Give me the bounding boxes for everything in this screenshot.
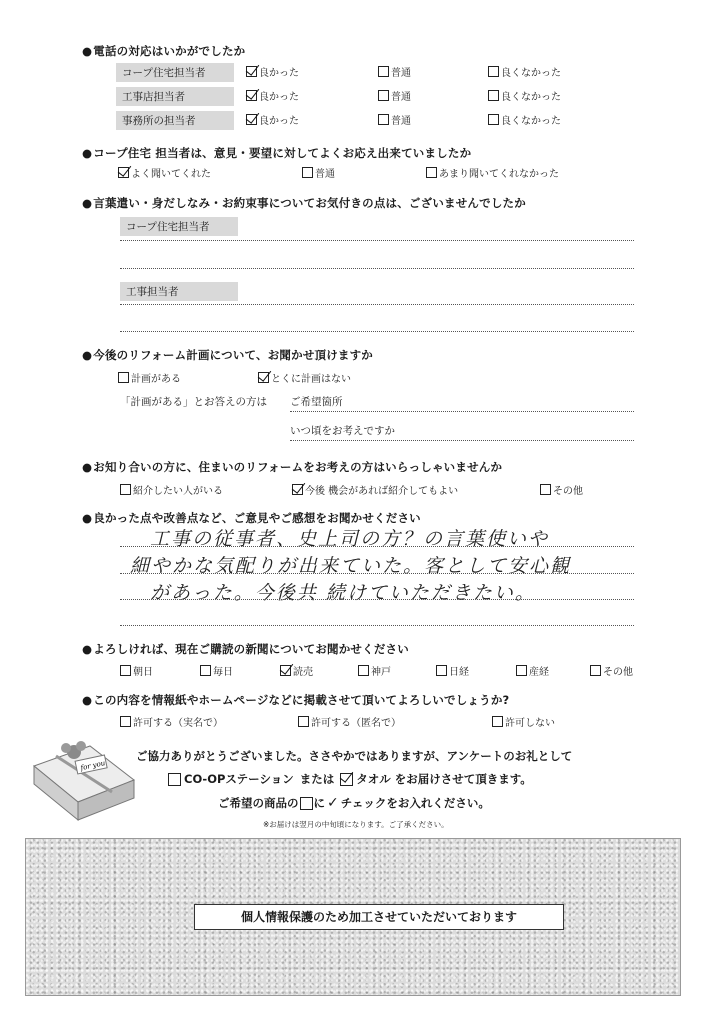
q5-title: ● お知り合いの方に、住まいのリフォームをお考えの方はいらっしゃいませんか — [82, 459, 502, 475]
q5-option-maybe[interactable]: 今後 機会があれば紹介してもよい — [292, 482, 458, 497]
checkbox-icon — [246, 114, 257, 125]
q1-row3-label: 事務所の担当者 — [116, 111, 234, 130]
q3-title: ● 言葉遣い・身だしなみ・お約束事についてお気付きの点は、ございませんでしたか — [82, 195, 526, 211]
handwritten-line-3: があった。今後共 続けていただきたい。 — [150, 582, 536, 604]
q4-sub-prompt: 「計画がある」とお答えの方は — [120, 396, 267, 408]
checkbox-icon — [258, 372, 269, 383]
checkbox-icon — [540, 484, 551, 495]
q1-row1-good[interactable]: 良かった — [246, 64, 299, 79]
q4-sub-place: ご希望箇所 — [290, 396, 343, 408]
q4-option-plan[interactable]: 計画がある — [118, 370, 181, 385]
gift-option2-checkbox[interactable] — [340, 773, 353, 786]
checkbox-icon — [120, 665, 131, 676]
checkbox-icon — [118, 167, 129, 178]
q5-option-introduce[interactable]: 紹介したい人がいる — [120, 482, 223, 497]
q1-row2-good[interactable]: 良かった — [246, 88, 299, 103]
q7-option-asahi[interactable]: 朝日 — [120, 663, 153, 678]
checkbox-icon — [492, 716, 503, 727]
checkbox-icon — [292, 484, 303, 495]
q7-option-other[interactable]: その他 — [590, 663, 633, 678]
q6-title: ● 良かった点や改善点など、ご意見やご感想をお聞かせください — [82, 510, 421, 526]
checkbox-icon — [590, 665, 601, 676]
check-mark-icon: ✓ — [327, 795, 339, 811]
q7-option-kobe[interactable]: 神戸 — [358, 663, 391, 678]
gift-option1-label: CO-OPステーション — [184, 772, 294, 786]
q8-option-anonymous[interactable]: 許可する（匿名で） — [298, 714, 401, 729]
q3-line-1 — [120, 240, 634, 241]
q3-label-coop: コープ住宅担当者 — [120, 217, 238, 236]
checkbox-icon — [488, 66, 499, 77]
privacy-masked-area — [25, 838, 681, 996]
q3-line-3 — [120, 304, 634, 305]
q8-option-real-name[interactable]: 許可する（実名で） — [120, 714, 223, 729]
q3-line-4 — [120, 331, 634, 332]
checkbox-icon — [246, 66, 257, 77]
q7-option-yomiuri[interactable]: 読売 — [280, 663, 313, 678]
q1-row3-good[interactable]: 良かった — [246, 112, 299, 127]
gift-option1-checkbox[interactable] — [168, 773, 181, 786]
checkbox-icon — [246, 90, 257, 101]
handwritten-line-1: 工事の従事者、史上司の方？の言葉使いや — [150, 528, 550, 550]
q1-row1-normal[interactable]: 普通 — [378, 64, 411, 79]
q1-row2-label: 工事店担当者 — [116, 87, 234, 106]
checkbox-icon — [488, 90, 499, 101]
q7-option-nikkei[interactable]: 日経 — [436, 663, 469, 678]
q8-title: ● この内容を情報紙やホームページなどに掲載させて頂いてよろしいでしょうか? — [82, 692, 509, 708]
gift-tag-text: for you — [79, 759, 107, 773]
q1-row1-label: コープ住宅担当者 — [116, 63, 234, 82]
q1-row2-bad[interactable]: 良くなかった — [488, 88, 561, 103]
checkbox-icon — [488, 114, 499, 125]
q1-row1-bad[interactable]: 良くなかった — [488, 64, 561, 79]
checkbox-icon — [426, 167, 437, 178]
q3-line-2 — [120, 268, 634, 269]
q1-row3-normal[interactable]: 普通 — [378, 112, 411, 127]
footer-instruction: ご希望の商品の に ✓ チェックをお入れください。 — [218, 795, 490, 811]
q4-title: ● 今後のリフォーム計画について、お聞かせ頂けますか — [82, 347, 373, 363]
q6-line-2 — [120, 573, 634, 574]
gift-option2-label: タオル — [356, 772, 391, 786]
checkbox-icon — [378, 66, 389, 77]
checkbox-icon — [378, 90, 389, 101]
q7-title: ● よろしければ、現在ご購読の新聞についてお聞かせください — [82, 641, 409, 657]
q3-label-construction: 工事担当者 — [120, 282, 238, 301]
q1-row2-normal[interactable]: 普通 — [378, 88, 411, 103]
checkbox-icon — [118, 372, 129, 383]
checkbox-icon — [280, 665, 291, 676]
handwritten-line-2: 細やかな気配りが出来ていた。客として安心観 — [130, 555, 572, 577]
q1-row3-bad[interactable]: 良くなかった — [488, 112, 561, 127]
checkbox-icon — [120, 484, 131, 495]
q8-option-deny[interactable]: 許可しない — [492, 714, 555, 729]
checkbox-icon — [516, 665, 527, 676]
checkbox-icon — [378, 114, 389, 125]
q4-option-no-plan[interactable]: とくに計画はない — [258, 370, 351, 385]
q1-title: ● 電話の対応はいかがでしたか — [82, 43, 245, 59]
footer-gift-line — [168, 771, 532, 787]
q4-sub-when: いつ頃をお考えですか — [290, 425, 395, 437]
q6-line-3 — [120, 599, 634, 600]
checkbox-icon — [436, 665, 447, 676]
instruction-checkbox-icon — [300, 797, 313, 810]
checkbox-icon — [120, 716, 131, 727]
q7-option-mainichi[interactable]: 毎日 — [200, 663, 233, 678]
q4-line-when — [290, 440, 634, 441]
q7-option-sankei[interactable]: 産経 — [516, 663, 549, 678]
q5-option-other[interactable]: その他 — [540, 482, 583, 497]
q2-option-listened[interactable]: よく聞いてくれた — [118, 165, 211, 180]
q2-title: ● コープ住宅 担当者は、意見・要望に対してよくお応え出来ていましたか — [82, 145, 471, 161]
q6-line-4 — [120, 625, 634, 626]
q6-line-1 — [120, 546, 634, 547]
checkbox-icon — [302, 167, 313, 178]
q2-option-normal[interactable]: 普通 — [302, 165, 335, 180]
gift-box-icon — [30, 736, 140, 828]
gift-tail-text: をお届けさせて頂きます。 — [394, 772, 532, 786]
footer-note: ※お届けは翌月の中旬頃になります。ご了承ください。 — [263, 820, 449, 829]
q2-option-not-listened[interactable]: あまり聞いてくれなかった — [426, 165, 559, 180]
checkbox-icon — [298, 716, 309, 727]
checkbox-icon — [200, 665, 211, 676]
footer-thanks: ご協力ありがとうございました。ささやかではありますが、アンケートのお礼として — [136, 749, 573, 763]
checkbox-icon — [358, 665, 369, 676]
privacy-banner: 個人情報保護のため加工させていただいております — [194, 904, 564, 930]
q4-line-place — [290, 411, 634, 412]
gift-middle-text: または — [299, 772, 335, 786]
